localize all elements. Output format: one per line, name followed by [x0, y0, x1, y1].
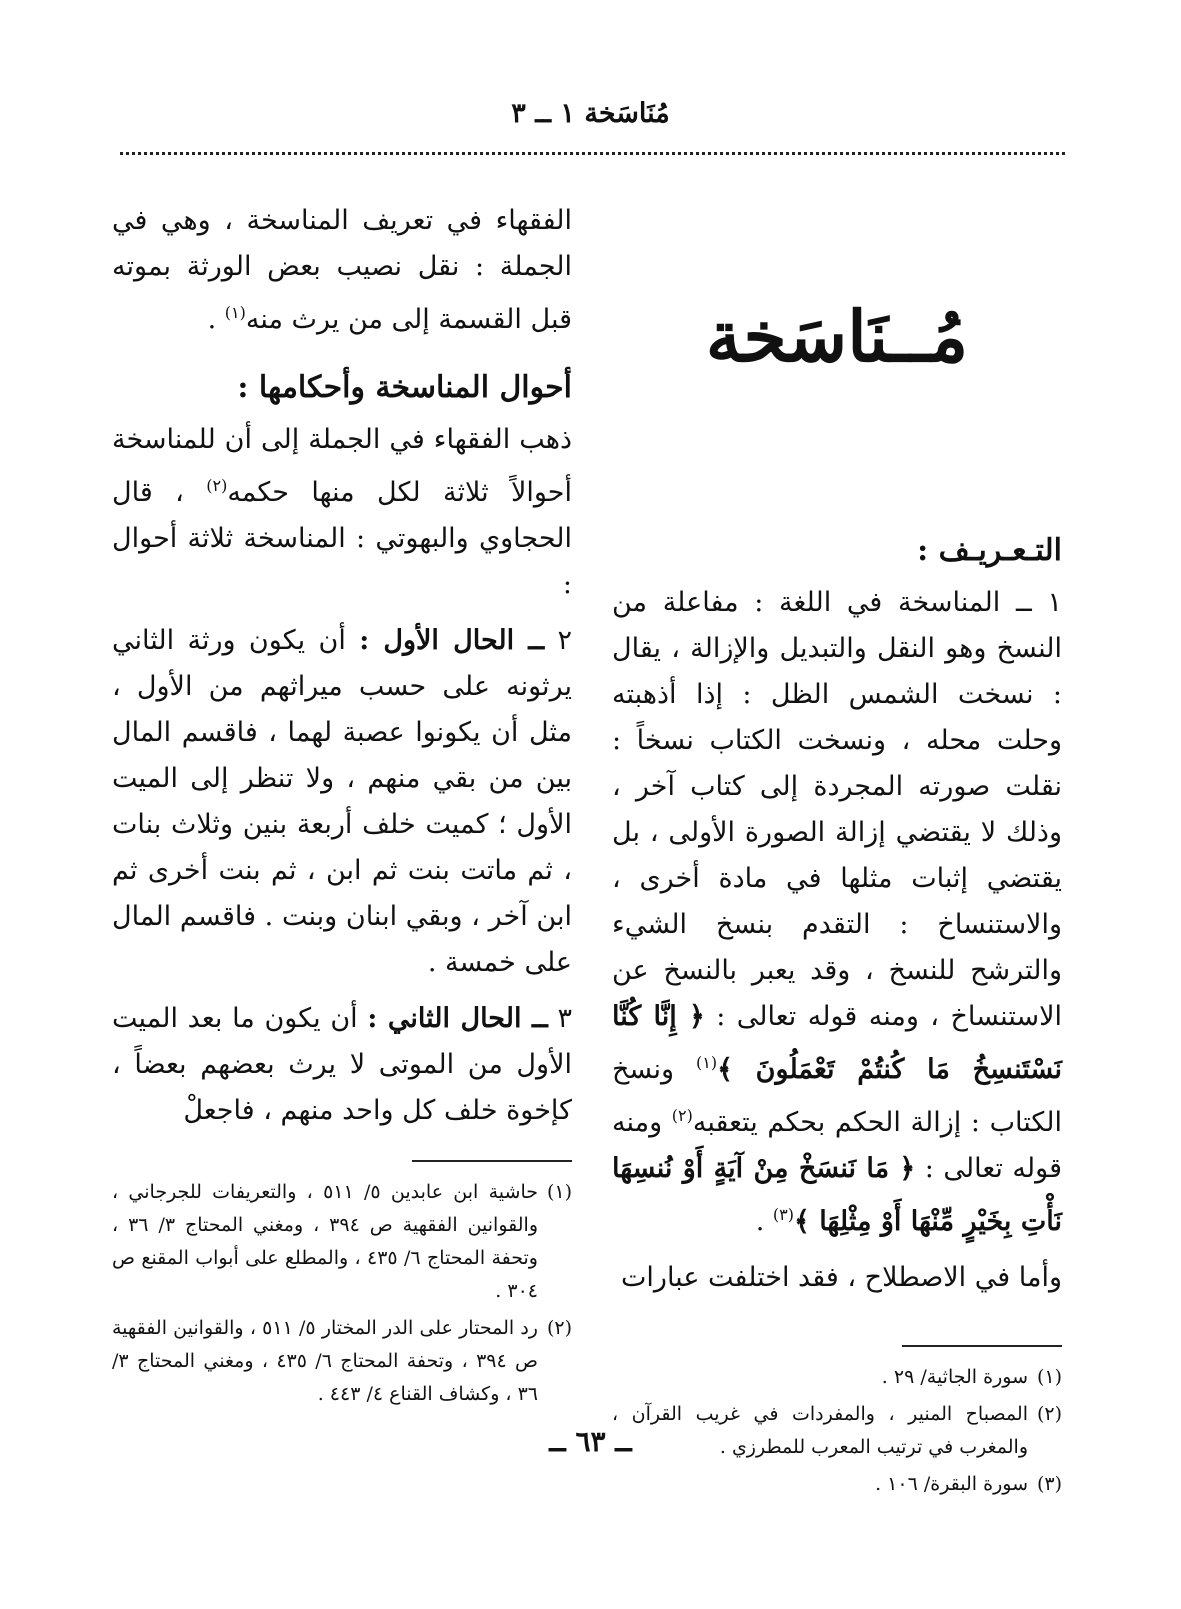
- paragraph-lead: ــ الحال الأول :: [359, 625, 545, 656]
- footnote: [112, 1312, 572, 1411]
- footnote: [112, 1176, 572, 1308]
- footnote-text: سورة الجاثية/ ٢٩ .: [881, 1366, 1028, 1388]
- definition-paragraph: ١ ــ المناسخة في اللغة : مفاعلة من النسخ وهو النقل والتبديل والإزالة ، يقال : نسخت الشمس الظل : إذا أذهبته وحلت محله ، ونسخت الكتاب نسخاً : نقلت صورته المجردة إلى كتاب آخر ، وذلك لا يقتضي إزالة الصورة الأولى ، بل يقتضي إثبات مثلها في مادة أخرى ، والاستنساخ : التقدم بنسخ الشيء والترشح للنسخ ، وقد يعبر بالنسخ عن الاستنساخ ، ومنه قوله تعالى : ﴿ إِنَّا كُنَّا نَسْتَنسِخُ مَا كُنتُمْ تَعْمَلُونَ ﴾$^{(١)}$ ونسخ الكتاب : إزالة الحكم بحكم يتعقبه$^{(٢)}$ ومنه قوله تعالى : ﴿ مَا نَنسَخْ مِنْ آيَةٍ أَوْ نُنسِهَا نَأْتِ بِخَيْرٍ مِّنْهَا أَوْ مِثْلِهَا ﴾$^{(٣)}$ .: [612, 587, 1063, 1237]
- footnote-text: رد المحتار على الدر المختار ٥/ ٥١١ ، والقوانين الفقهية ص ٣٩٤ ، وتحفة المحتاج ٦/ ٤٣٥ ، ومغني المحتاج ٣/ ٣٦ ، وكشاف القناع ٤/ ٤٤٣ .: [112, 1317, 539, 1405]
- footnote-rule: [902, 1345, 1062, 1347]
- section-heading-definition: التـعـريـف :: [917, 533, 1062, 568]
- footnote-text: حاشية ابن عابدين ٥/ ٥١١ ، والتعريفات للجرجاني ، والقوانين الفقهية ص ٣٩٤ ، ومغني المحتاج ٣/ ٣٦ ، وتحفة المحتاج ٦/ ٤٣٥ ، والمطلع على أبواب المقنع ص ٣٠٤ .: [112, 1181, 538, 1302]
- footnote-number: (٣): [1036, 1473, 1062, 1495]
- paragraph-number: ١: [1047, 587, 1062, 618]
- footnote-ref: (١): [224, 303, 246, 322]
- paragraph-number: ٣: [557, 1003, 572, 1034]
- paragraph-text: ونسخ الكتاب : إزالة الحكم بحكم يتعقبه: [612, 1054, 1062, 1138]
- paragraph-text: ومنه قوله تعالى :: [612, 1107, 1062, 1184]
- article-title: مُــنَاسَخة: [705, 295, 969, 378]
- footnote-number: (٢): [546, 1317, 572, 1339]
- section-heading-states: أحوال المناسخة وأحكامها :: [237, 370, 572, 405]
- footnote-number: (١): [1036, 1366, 1062, 1388]
- running-header: مُنَاسَخة ١ ــ ٣: [511, 98, 670, 129]
- paragraph-text: أن يكون ما بعد الميت الأول من الموتى لا يرث بعضهم بعضاً ، كإخوة خلف كل واحد منهم ، فاجعلْ: [112, 1003, 572, 1126]
- quran-verse: ﴿ إِنَّا كُنَّا نَسْتَنسِخُ مَا كُنتُمْ تَعْمَلُونَ ﴾: [612, 1001, 1062, 1085]
- paragraph-text: ــ المناسخة في اللغة : مفاعلة من النسخ وهو النقل والتبديل والإزالة ، يقال : نسخت الشمس الظل : إذا أذهبته وحلت محله ، ونسخت الكتاب نسخاً : نقلت صورته المجردة إلى كتاب آخر ، وذلك لا يقتضي إزالة الصورة الأولى ، بل يقتضي إثبات مثلها في مادة أخرى ، والاستنساخ : التقدم بنسخ الشيء والترشح للنسخ ، وقد يعبر بالنسخ عن الاستنساخ ، ومنه قوله تعالى :: [612, 587, 1063, 1032]
- footnote-number: (٢): [1036, 1403, 1062, 1425]
- footnote-ref: (٣): [772, 1205, 794, 1224]
- footnote-text: المصباح المنير ، والمفردات في غريب القرآن ، والمغرب في ترتيب المعرب للمطرزي .: [612, 1403, 1028, 1458]
- footnote-rule: [412, 1160, 572, 1162]
- paragraph-lead: ــ الحال الثاني :: [367, 1003, 548, 1034]
- footnote-ref: (١): [696, 1053, 718, 1072]
- footnote-text: سورة البقرة/ ١٠٦ .: [875, 1473, 1028, 1495]
- footnote-ref: (٢): [671, 1106, 693, 1125]
- paragraph-number: ٢: [557, 625, 572, 656]
- footnote: [612, 1468, 1062, 1501]
- paragraph-text: ذهب الفقهاء في الجملة إلى أن للمناسخة أحوالاً ثلاثة لكل منها حكمه: [112, 424, 572, 508]
- terminology-paragraph: وأما في الاصطلاح ، فقد اختلفت عبارات: [621, 1262, 1062, 1293]
- footnote-ref: (٢): [206, 476, 228, 495]
- header-dotted-rule: [120, 152, 1065, 155]
- states-intro-paragraph: [112, 417, 572, 608]
- first-state-paragraph: [112, 618, 572, 986]
- footnote-number: (١): [546, 1181, 572, 1203]
- paragraph-text: ، قال الحجاوي والبهوتي : المناسخة ثلاثة أحوال :: [112, 477, 572, 600]
- definition-continuation: الفقهاء في تعريف المناسخة ، وهي في الجملة : نقل نصيب بعض الورثة بموته قبل القسمة إلى من يرث منه$^{(١)}$ .: [112, 205, 572, 335]
- second-state-paragraph: [112, 996, 572, 1134]
- footnote: [612, 1361, 1062, 1394]
- paragraph-text: أن يكون ورثة الثاني يرثونه على حسب ميراثهم من الأول ، مثل أن يكونوا عصبة لهما ، فاقسم المال بين من بقي منهم ، ولا تنظر إلى الميت الأول ؛ كميت خلف أربعة بنين وثلاث بنات ، ثم ماتت بنت ثم ابن ، ثم بنت أخرى ثم ابن آخر ، وبقي ابنان وبنت . فاقسم المال على خمسة .: [112, 625, 572, 978]
- right-column: [612, 190, 1062, 1505]
- quran-verse: ﴿ مَا نَنسَخْ مِنْ آيَةٍ أَوْ نُنسِهَا نَأْتِ بِخَيْرٍ مِّنْهَا أَوْ مِثْلِهَا ﴾: [612, 1153, 1062, 1237]
- page-number: ــ ٦٣ ــ: [549, 1425, 632, 1458]
- paragraph-text: الفقهاء في تعريف المناسخة ، وهي في الجملة : نقل نصيب بعض الورثة بموته قبل القسمة إلى من يرث منه: [112, 205, 572, 335]
- left-column: [112, 198, 572, 1415]
